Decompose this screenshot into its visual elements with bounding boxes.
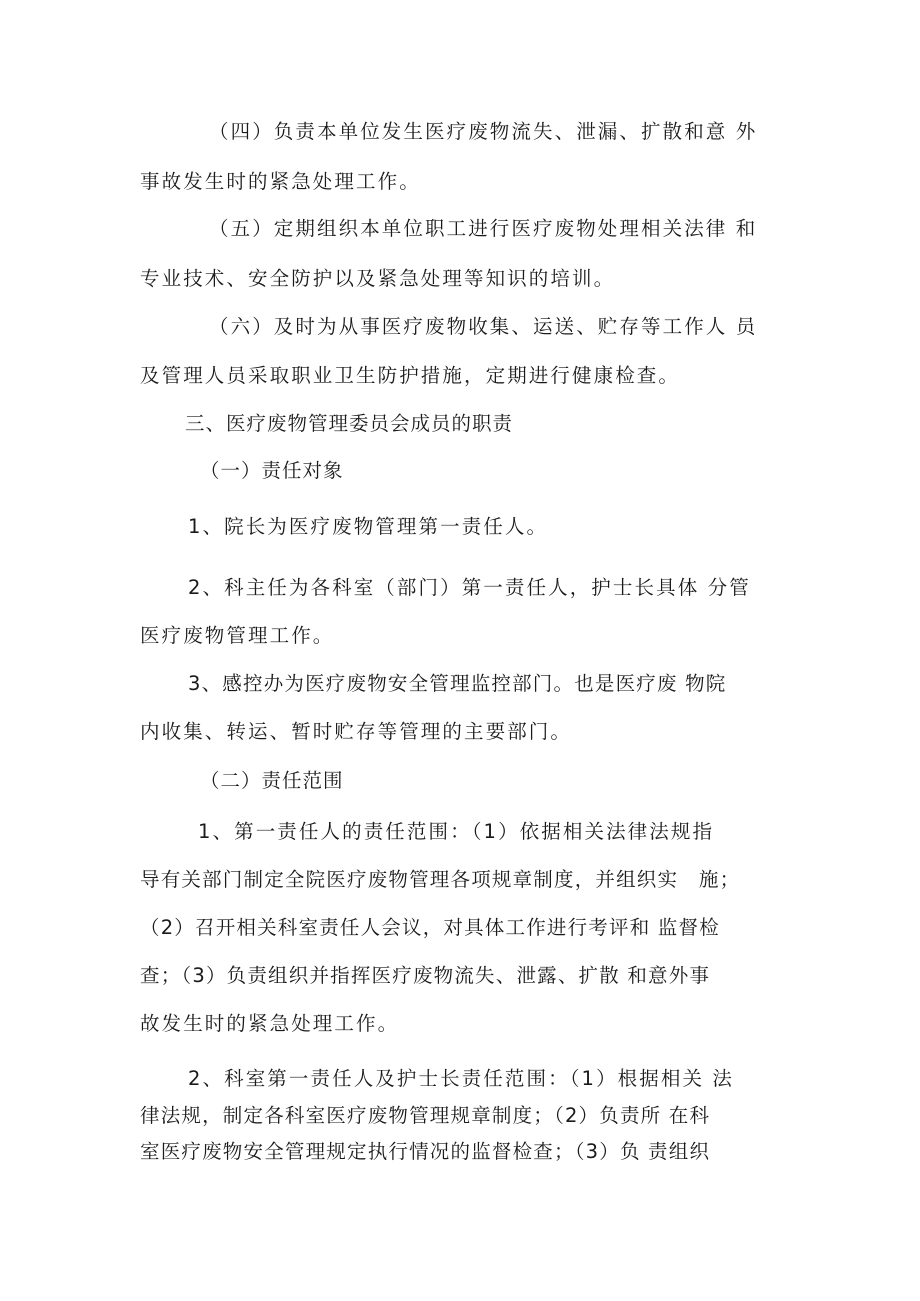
paragraph-6-line-2: 及管理人员采取职业卫生防护措施，定期进行健康检查。 <box>140 364 681 387</box>
responsibility-object-1: 1、院长为医疗废物管理第一责任人。 <box>188 515 549 538</box>
scope-2-line-2: 律法规，制定各科室医疗废物管理规章制度；（2）负责所 在科 <box>140 1104 711 1127</box>
responsibility-object-3-line-2: 内收集、转运、暂时贮存等管理的主要部门。 <box>140 720 573 743</box>
responsibility-object-2-line-1: 2、科主任为各科室（部门）第一责任人，护士长具体 分管 <box>188 576 751 599</box>
responsibility-object-2-line-2: 医疗废物管理工作。 <box>140 624 335 647</box>
scope-2-line-1: 2、科室第一责任人及护士长责任范围：（1）根据相关 法 <box>188 1067 734 1090</box>
paragraph-5-line-1: （五）定期组织本单位职工进行医疗废物处理相关法律 和 <box>209 217 758 240</box>
scope-1-line-2: 导有关部门制定全院医疗废物管理各项规章制度，并组织实 施； <box>140 868 741 891</box>
scope-1-line-1: 1、第一责任人的责任范围：（1）依据相关法律法规指 <box>198 820 715 843</box>
scope-1-line-5: 故发生时的紧急处理工作。 <box>140 1012 400 1035</box>
scope-1-line-3: （2）召开相关科室责任人会议，对具体工作进行考评和 监督检 <box>140 916 720 939</box>
scope-1-line-4: 查；（3）负责组织并指挥医疗废物流失、泄露、扩散 和意外事 <box>140 964 711 987</box>
paragraph-6-line-1: （六）及时为从事医疗废物收集、运送、贮存等工作人 员 <box>209 315 758 338</box>
subsection-1-title: （一）责任对象 <box>200 459 344 482</box>
subsection-2-title: （二）责任范围 <box>200 769 344 792</box>
paragraph-5-line-2: 专业技术、安全防护以及紧急处理等知识的培训。 <box>140 267 616 290</box>
paragraph-4-line-2: 事故发生时的紧急处理工作。 <box>140 170 421 193</box>
responsibility-object-3-line-1: 3、感控办为医疗废物安全管理监控部门。也是医疗废 物院 <box>188 672 727 695</box>
scope-2-line-3: 室医疗废物安全管理规定执行情况的监督检查；（3）负 责组织 <box>140 1140 711 1163</box>
section-3-title: 三、医疗废物管理委员会成员的职责 <box>185 412 514 435</box>
paragraph-4-line-1: （四）负责本单位发生医疗废物流失、泄漏、扩散和意 外 <box>209 120 758 143</box>
